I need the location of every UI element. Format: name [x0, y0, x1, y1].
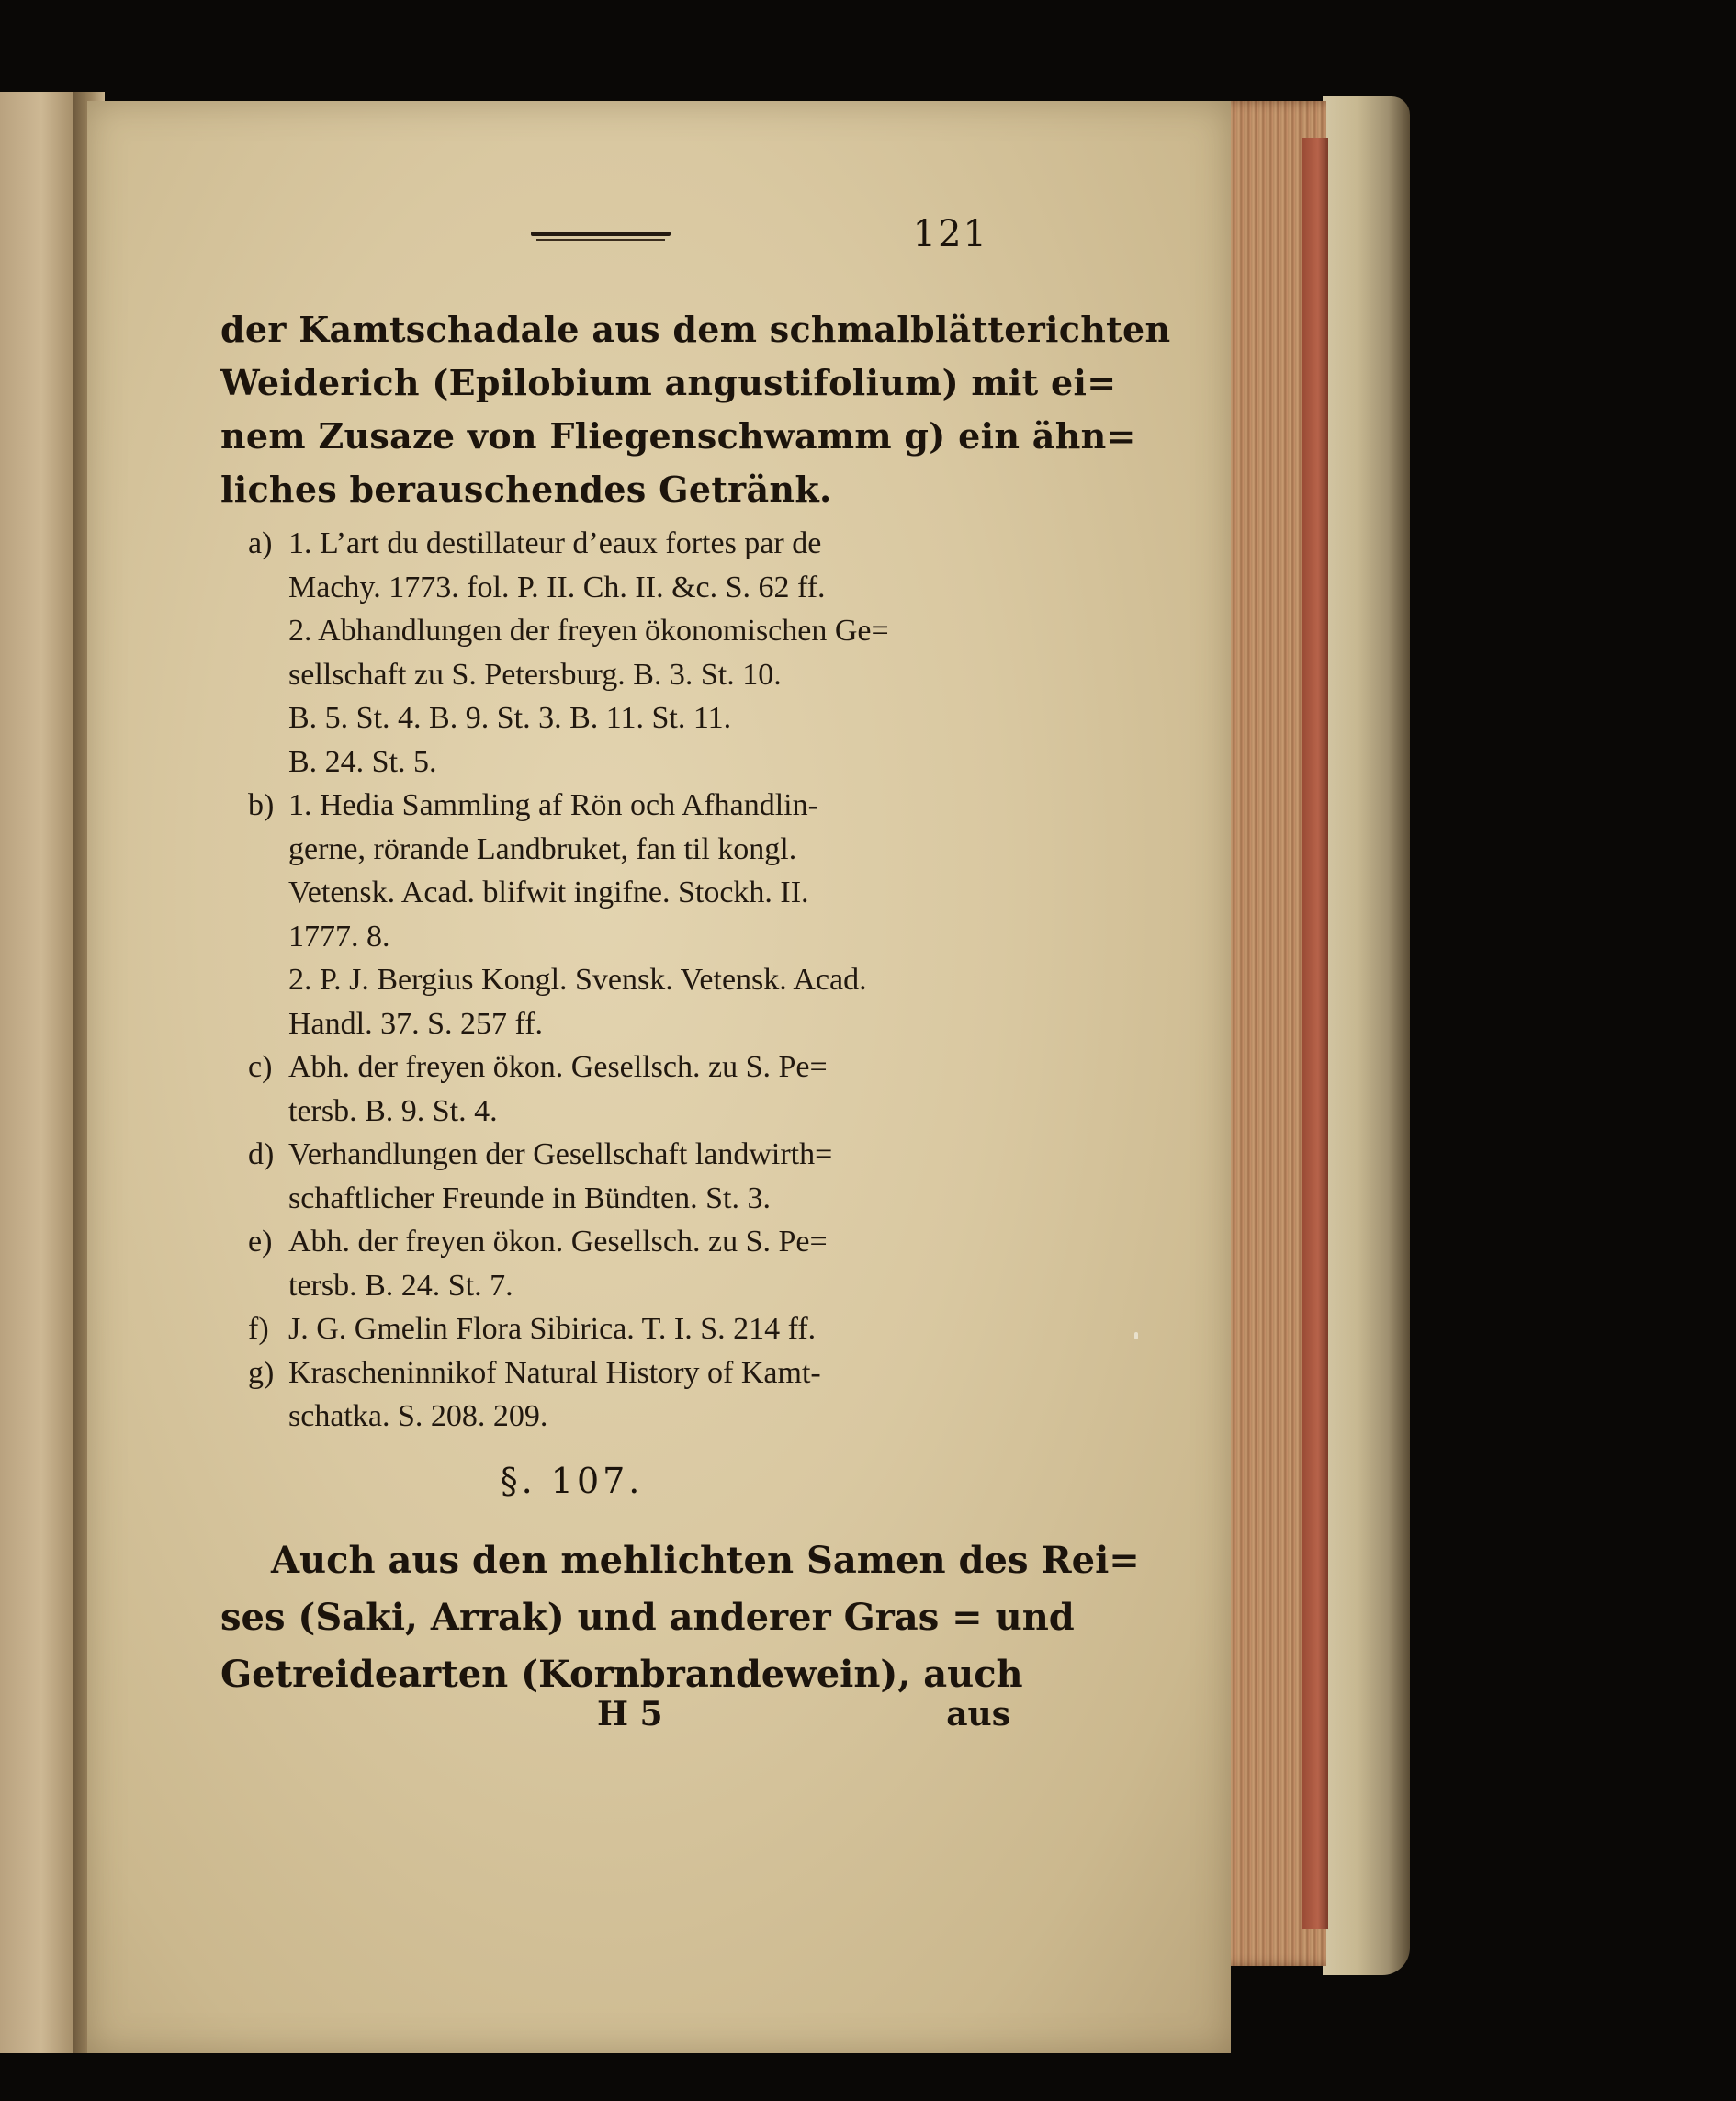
footnote-line: 2. Abhandlungen der freyen ökonomischen Ge= [288, 614, 889, 648]
footnote-a-2 [248, 609, 1010, 784]
footnote-e [248, 1220, 1010, 1307]
footnote-line: Abh. der freyen ökon. Gesellsch. zu S. Pe= [288, 1225, 828, 1259]
footnote-marker: c) [248, 1050, 273, 1084]
footnote-a [248, 522, 1010, 609]
footnote-line: tersb. B. 9. St. 4. [288, 1093, 498, 1128]
catchword: aus [946, 1695, 1010, 1734]
footnote-marker: b) [248, 788, 275, 822]
footnote-marker: e) [248, 1225, 273, 1259]
paragraph-line: ses (Saki, Arrak) und anderer Gras = und [220, 1596, 1075, 1639]
footnote-line: schaftlicher Freunde in Bündten. St. 3. [288, 1180, 772, 1215]
footnote-b [248, 784, 1010, 958]
footnote-line: Verhandlungen der Gesellschaft landwirth= [288, 1137, 833, 1171]
footnote-marker: f) [248, 1312, 269, 1346]
footnote-line: Vetensk. Acad. blifwit ingifne. Stockh. II. [288, 875, 809, 909]
paragraph-line: liches berauschendes Getränk. [220, 469, 832, 510]
page-footer [220, 1695, 1010, 1741]
footnote-line: B. 24. St. 5. [288, 744, 437, 779]
footnote-line: 2. P. J. Bergius Kongl. Svensk. Vetensk. Acad. [288, 963, 867, 997]
section-heading: §. 107. [500, 1461, 644, 1501]
footnote-line: sellschaft zu S. Petersburg. B. 3. St. 10. [288, 657, 782, 692]
footnote-line: gerne, rörande Landbruket, fan til kongl. [288, 831, 797, 866]
footnotes [248, 522, 1010, 1439]
running-header [531, 213, 1009, 266]
facing-page-edge [0, 92, 83, 2053]
footnote-b-2 [248, 958, 1010, 1045]
footnote-g [248, 1351, 1010, 1439]
paragraph-line: nem Zusaze von Fliegenschwamm g) ein ähn= [220, 415, 1136, 457]
footnote-c [248, 1045, 1010, 1133]
header-rule [531, 232, 671, 236]
footnote-line: Abh. der freyen ökon. Gesellsch. zu S. Pe= [288, 1050, 828, 1084]
footnote-marker: a) [248, 526, 273, 560]
footnote-line: schatka. S. 208. 209. [288, 1399, 548, 1433]
footnote-d [248, 1133, 1010, 1220]
paragraph-line: der Kamtschadale aus dem schmalblätterichten [220, 309, 1171, 350]
paragraph-line: Getreidearten (Kornbrandewein), auch [220, 1653, 1023, 1696]
footnote-line: B. 5. St. 4. B. 9. St. 3. B. 11. St. 11. [288, 701, 732, 735]
paragraph-2 [220, 1532, 1140, 1703]
footnote-f [248, 1307, 1010, 1351]
footnote-marker: d) [248, 1137, 275, 1171]
footnote-line: Machy. 1773. fol. P. II. Ch. II. &c. S. 62 ff. [288, 570, 826, 604]
header-rule-thin [536, 239, 665, 241]
footnote-line: 1. Hedia Sammling af Rön och Afhandlin- [288, 788, 818, 822]
paragraph-line: Weiderich (Epilobium angustifolium) mit ei= [220, 362, 1117, 403]
red-edge-stain [1302, 138, 1328, 1929]
paper-speck [1134, 1332, 1138, 1339]
page-number: 121 [912, 213, 988, 255]
footnote-line: 1777. 8. [288, 919, 390, 954]
footnote-marker: g) [248, 1355, 275, 1390]
footnote-line: J. G. Gmelin Flora Sibirica. T. I. S. 214 ff. [288, 1312, 817, 1346]
cover-edge [1323, 96, 1410, 1975]
signature-mark: H 5 [597, 1695, 663, 1734]
footnote-line: tersb. B. 24. St. 7. [288, 1268, 513, 1303]
paragraph-1 [220, 303, 1171, 516]
footnote-line: Handl. 37. S. 257 ff. [288, 1006, 544, 1041]
paragraph-line: Auch aus den mehlichten Samen des Rei= [271, 1539, 1140, 1582]
footnote-line: 1. L’art du destillateur d’eaux fortes par de [288, 526, 822, 560]
footnote-line: Krascheninnikof Natural History of Kamt- [288, 1355, 821, 1390]
